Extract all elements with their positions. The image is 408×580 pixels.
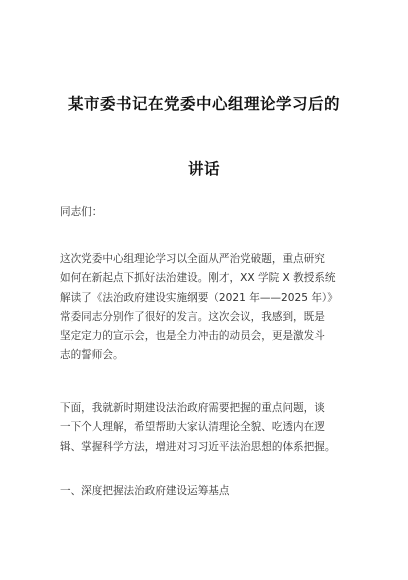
paragraph-1-line: 如何在新起点下抓好法治建设。刚才，XX 学院 X 教授系统 (60, 272, 336, 285)
paragraph-1 (60, 250, 360, 366)
document-title-line-1: 某市委书记在党委中心组理论学习后的 (67, 94, 340, 113)
paragraph-2-line: 一下个人理解，希望帮助大家认清理论全貌、吃透内在逻 (60, 421, 325, 434)
section-heading: 一、深度把握法治政府建设运筹基点 (60, 485, 230, 497)
paragraph-1-line: 这次党委中心组理论学习以全面从严治党破题，重点研究 (60, 253, 325, 265)
paragraph-1-line: 常委同志分别作了很好的发言。这次会议，我感到，既是 (60, 310, 325, 323)
document-title-line-2: 讲话 (187, 159, 220, 178)
paragraph-2-line: 辑、掌握科学方法，增进对习习近平法治思想的体系把握。 (60, 440, 336, 453)
paragraph-2 (60, 399, 360, 457)
paragraph-1-line: 解读了《法治政府建设实施纲要（2021 年——2025 年）》 (60, 291, 338, 304)
paragraph-1-line: 志的誓师会。 (60, 349, 124, 362)
paragraph-2-line: 下面，我就新时期建设法治政府需要把握的重点问题，谈 (60, 402, 325, 414)
salutation: 同志们： (60, 206, 103, 218)
paragraph-1-line: 坚定定力的宣示会，也是全力冲击的动员会，更是激发斗 (60, 330, 325, 343)
